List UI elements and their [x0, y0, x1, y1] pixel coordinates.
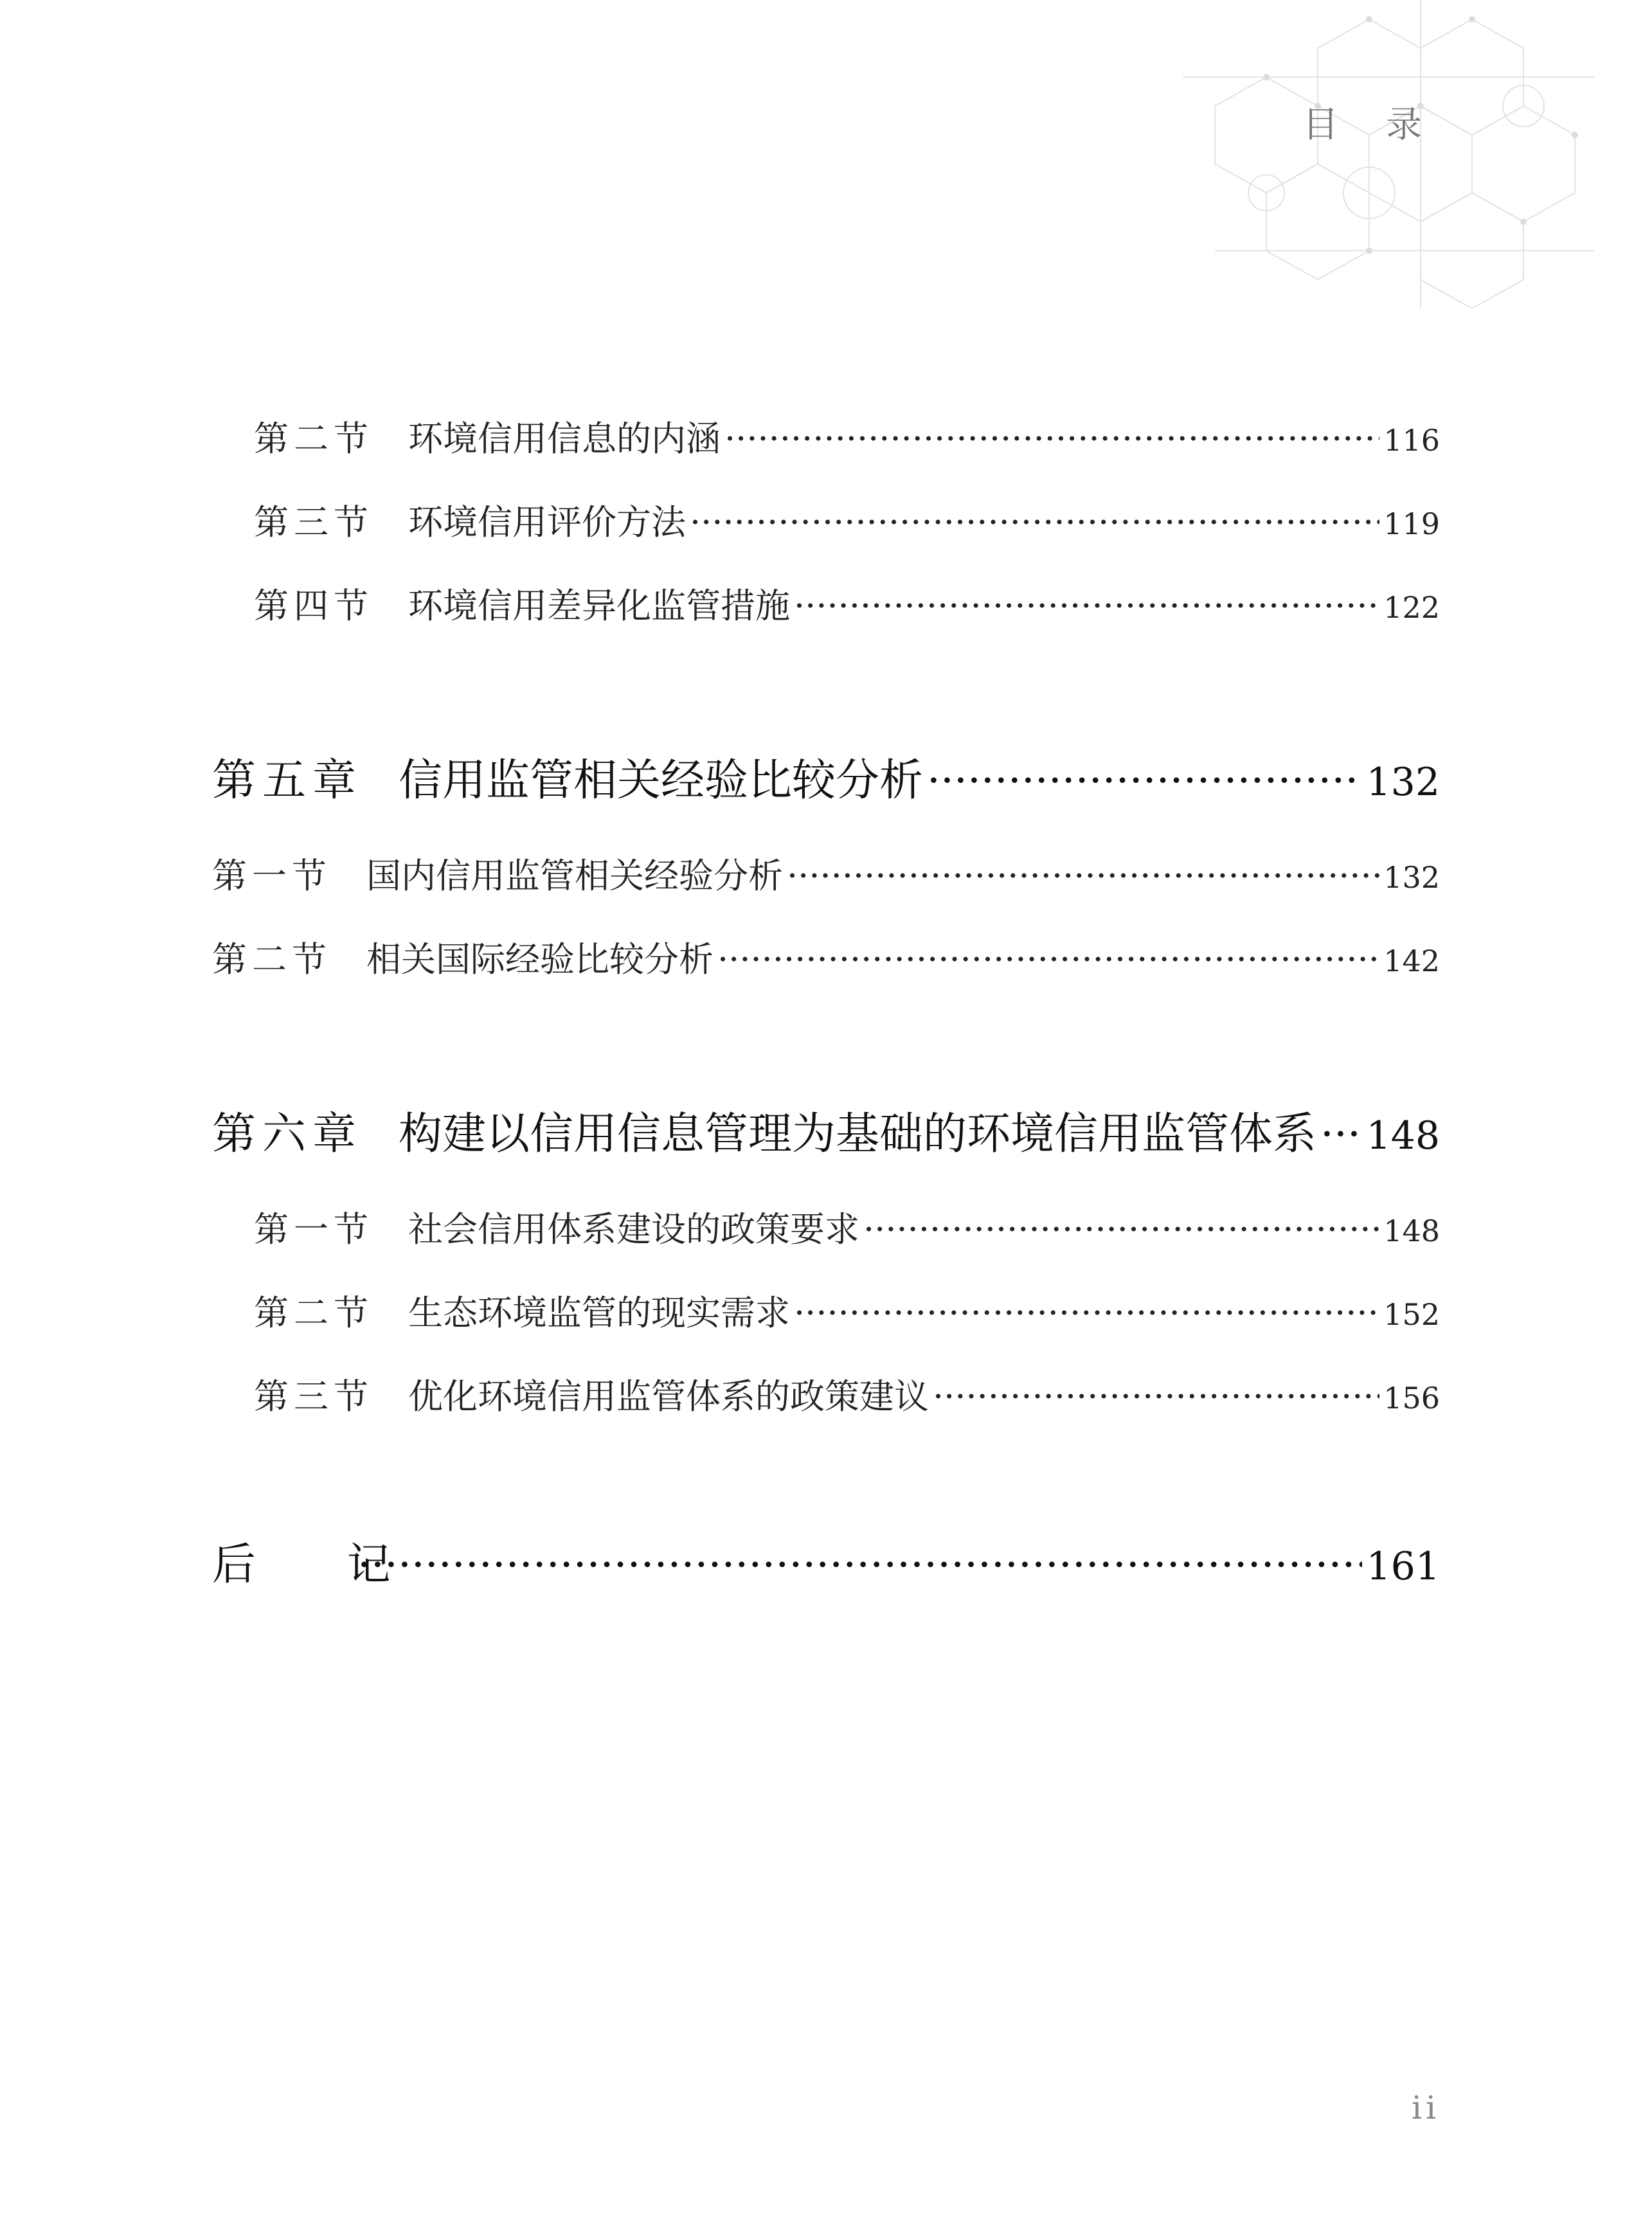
toc-entry-number: 第四节 — [254, 586, 373, 626]
toc-entry-number: 第三节 — [254, 1376, 373, 1417]
toc-entry-number: 第五章 — [212, 755, 363, 806]
toc-chapter-entry[interactable] — [212, 746, 1440, 808]
toc-entry-title: 相关国际经验比较分析 — [366, 939, 714, 980]
toc-entry-number: 后 记 — [212, 1539, 429, 1590]
toc-entry[interactable] — [254, 411, 1440, 461]
toc-entry[interactable] — [212, 932, 1440, 982]
toc-entry[interactable] — [254, 1369, 1440, 1419]
dot-leader — [357, 1540, 1362, 1590]
toc-entry-page: 116 — [1383, 423, 1440, 458]
page-number: ii — [1412, 2089, 1440, 2126]
toc-entry-page: 142 — [1383, 944, 1440, 978]
toc-entry-page: 122 — [1383, 590, 1440, 625]
toc-entry-page: 161 — [1366, 1544, 1440, 1589]
toc-entry-title: 环境信用信息的内涵 — [408, 418, 721, 459]
toc-entry[interactable] — [254, 579, 1440, 628]
toc-entry[interactable] — [254, 495, 1440, 544]
toc-entry-page: 148 — [1383, 1214, 1440, 1248]
toc-entry-number: 第一节 — [212, 856, 332, 896]
toc-entry-page: 132 — [1383, 860, 1440, 895]
toc-entry-title: 环境信用评价方法 — [408, 502, 686, 543]
dot-leader — [690, 502, 1379, 543]
toc-entry-number: 第一节 — [254, 1209, 373, 1250]
toc-chapter-entry[interactable] — [212, 1530, 1440, 1592]
dot-leader — [863, 1209, 1379, 1250]
dot-leader — [1320, 1109, 1362, 1159]
toc-entry-title: 优化环境信用监管体系的政策建议 — [408, 1376, 929, 1417]
toc-entry-title: 社会信用体系建设的政策要求 — [408, 1209, 859, 1250]
dot-leader — [794, 1293, 1379, 1333]
toc-entry-title: 国内信用监管相关经验分析 — [366, 856, 783, 896]
toc-entry-page: 152 — [1383, 1297, 1440, 1332]
toc-entry-number: 第二节 — [212, 939, 332, 980]
dot-leader — [927, 756, 1362, 805]
toc-entry[interactable] — [212, 848, 1440, 898]
toc-entry-number: 第二节 — [254, 1293, 373, 1333]
toc-entry-page: 132 — [1366, 760, 1440, 805]
toc-entry-number: 第二节 — [254, 418, 373, 459]
toc-chapter-entry[interactable] — [212, 1099, 1440, 1162]
toc-entry[interactable] — [254, 1286, 1440, 1335]
toc-entry-number: 第三节 — [254, 502, 373, 543]
toc-entry-title: 信用监管相关经验比较分析 — [399, 755, 924, 806]
decorative-hexagon-pattern — [1144, 0, 1594, 309]
toc-entry-page: 148 — [1366, 1113, 1440, 1158]
toc-entry-title: 构建以信用信息管理为基础的环境信用监管体系 — [399, 1109, 1317, 1160]
toc-entry-number: 第六章 — [212, 1109, 363, 1160]
dot-leader — [933, 1376, 1379, 1417]
dot-leader — [717, 939, 1379, 980]
toc-entry-title: 环境信用差异化监管措施 — [408, 586, 790, 626]
toc-entry-page: 119 — [1383, 507, 1440, 541]
dot-leader — [787, 856, 1379, 896]
dot-leader — [724, 418, 1379, 459]
dot-leader — [794, 586, 1379, 626]
toc-entry-page: 156 — [1383, 1381, 1440, 1415]
toc-entry-title: 生态环境监管的现实需求 — [408, 1293, 790, 1333]
toc-entry[interactable] — [254, 1202, 1440, 1252]
header-title: 目 录 — [1302, 104, 1440, 146]
